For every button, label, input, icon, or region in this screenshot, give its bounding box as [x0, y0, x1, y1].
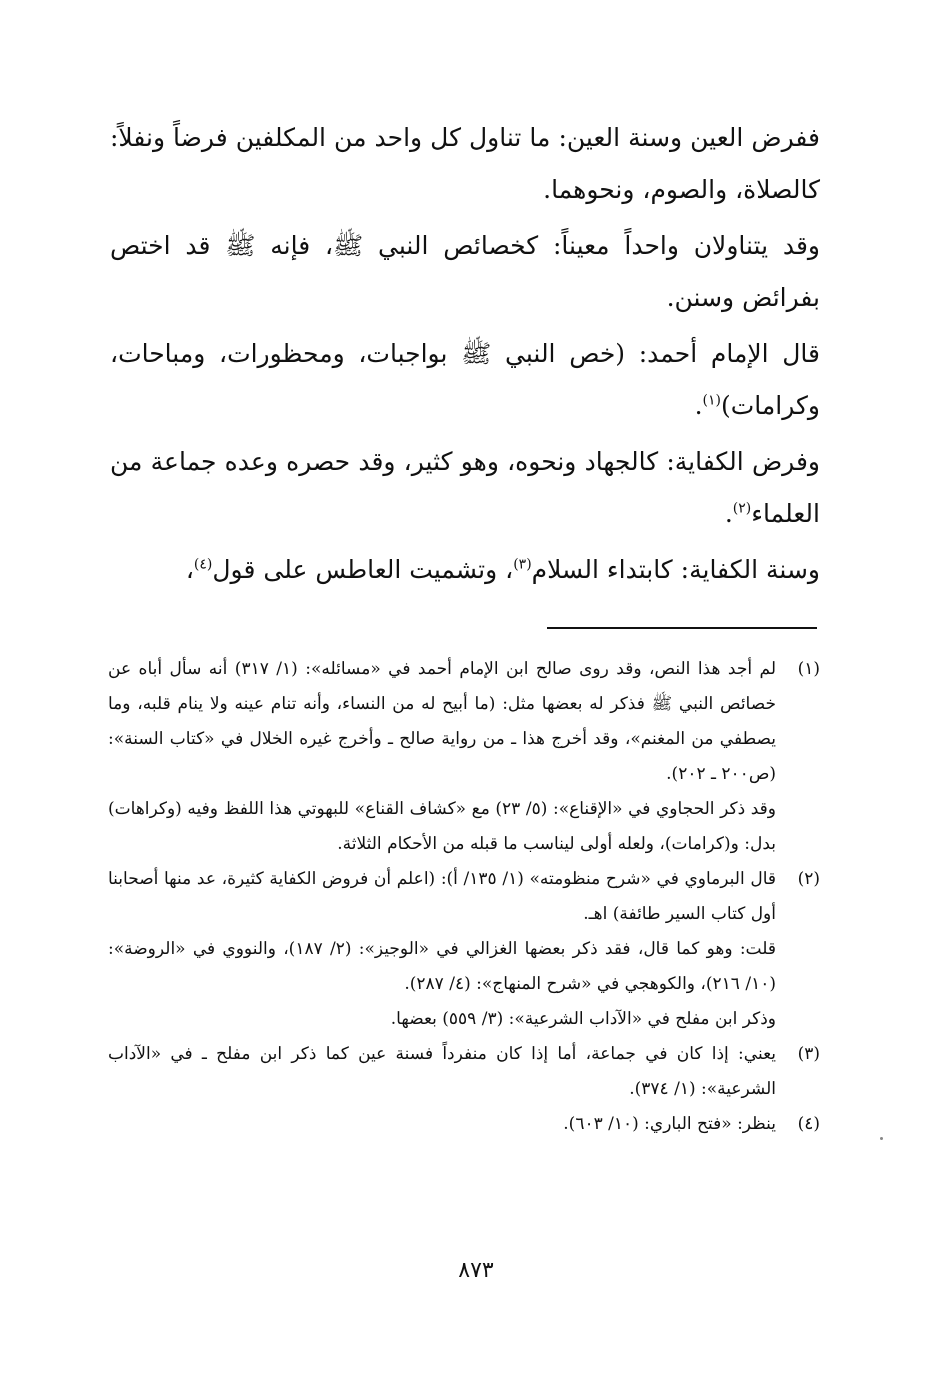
footnote-number: (١) — [797, 659, 820, 679]
scan-speck — [880, 1137, 883, 1140]
paragraph — [110, 544, 820, 596]
main-text — [110, 112, 820, 600]
paragraph-text: وسنة الكفاية: كابتداء السلام — [531, 555, 820, 584]
paragraph-text: ففرض العين وسنة العين: ما تناول كل واحد من المكلفين فرضاً ونفلاً: كالصلاة، والصوم، ونحوهما. — [110, 123, 820, 204]
paragraph-text: قال الإمام أحمد: (خص النبي ﷺ بواجبات، ومحظورات، ومباحات، وكرامات) — [110, 339, 820, 420]
footnote-divider — [547, 627, 817, 629]
footnotes — [108, 652, 820, 1142]
footnote-ref[interactable]: (٢) — [732, 500, 752, 517]
footnote-text: وقد ذكر الحجاوي في «الإقناع»: (٥/ ٢٣) مع «كشاف القناع» للبهوتي هذا اللفظ وفيه (وكراهات) بدل: و(كرامات)، ولعله أولى ليناسب ما قبله من الأحكام الثلاثة. — [108, 799, 776, 854]
footnote-ref[interactable]: (١) — [702, 392, 721, 409]
footnote-body — [108, 1107, 776, 1142]
footnote-text: وذكر ابن مفلح في «الآداب الشرعية»: (٣/ ٥٥٩) بعضها. — [390, 1009, 776, 1029]
punctuation: . — [694, 391, 703, 420]
footnote-ref[interactable]: (٤) — [193, 556, 213, 573]
footnote-text: قال البرماوي في «شرح منظومته» (١/ ١٣٥/ أ): (اعلم أن فروض الكفاية كثيرة، عد منها أصحابنا أول كتاب السير طائفة) اهـ. — [108, 869, 776, 924]
paragraph — [110, 436, 820, 540]
punctuation: ، — [185, 555, 194, 584]
paragraph — [110, 220, 820, 324]
paragraph-text: وقد يتناولان واحداً معيناً: كخصائص النبي ﷺ، فإنه ﷺ قد اختص بفرائض وسنن. — [110, 231, 820, 312]
punctuation: . — [724, 499, 733, 528]
footnote — [108, 1107, 820, 1142]
footnote-text: لم أجد هذا النص، وقد روى صالح ابن الإمام أحمد في «مسائله»: (١/ ٣١٧) أنه سأل أباه عن خصائص النبي ﷺ فذكر له بعضها مثل: (ما أبيح له من النساء، وأنه تنام عينه ولا ينام قلبه، وما يصطفي من المغنم»، وقد أخرج هذا ـ من رواية صالح ـ وأخرج غيره الخلال في «كتاب السنة»: (ص٢٠٠ ـ ٢٠٢). — [108, 659, 776, 784]
footnote-number: (٣) — [797, 1044, 820, 1064]
footnote-body — [108, 1037, 776, 1107]
footnote — [108, 862, 820, 1037]
footnote-ref[interactable]: (٣) — [513, 556, 532, 573]
footnote-body — [108, 862, 776, 1037]
footnote — [108, 652, 820, 862]
footnote-text: ينظر: «فتح الباري: (١٠/ ٦٠٣). — [563, 1114, 776, 1134]
paragraph-text: ، وتشميت العاطس على قول — [212, 555, 514, 584]
paragraph — [110, 328, 820, 432]
paragraph-text: وفرض الكفاية: كالجهاد ونحوه، وهو كثير، وقد حصره وعده جماعة من العلماء — [110, 447, 820, 528]
footnote-text: قلت: وهو كما قال، فقد ذكر بعضها الغزالي في «الوجيز»: (٢/ ١٨٧)، والنووي في «الروضة»: (١٠/ ٢١٦)، والكوهجي في «شرح المنهاج»: (٤/ ٢٨٧). — [108, 939, 776, 994]
footnote-text: يعني: إذا كان في جماعة، أما إذا كان منفرداً فسنة عين كما ذكر ابن مفلح ـ في «الآداب الشرعية»: (١/ ٣٧٤). — [108, 1044, 777, 1099]
footnote-number: (٤) — [797, 1114, 820, 1134]
footnote — [108, 1037, 820, 1107]
paragraph — [110, 112, 820, 216]
footnote-number: (٢) — [797, 869, 820, 889]
footnote-body — [108, 652, 776, 862]
page-number: ٨٧٣ — [458, 1258, 494, 1283]
